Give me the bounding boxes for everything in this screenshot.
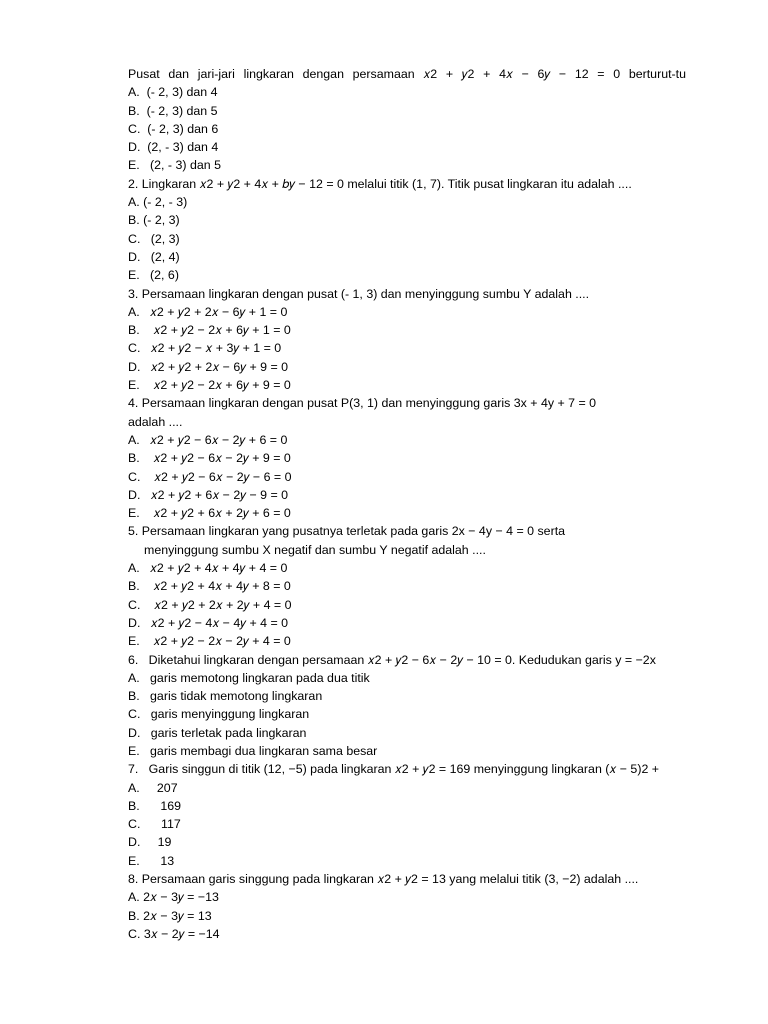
text-line: A. 𝑥2 + 𝑦2 + 4𝑥 + 4𝑦 + 4 = 0 [128, 561, 288, 576]
question-list [128, 65, 686, 943]
text-line: Pusat dan jari-jari lingkaran dengan persamaan 𝑥2 + 𝑦2 + 4𝑥 − 6𝑦 − 12 = 0 berturut-tu [128, 67, 686, 81]
text-line: E. (2, 6) [128, 268, 179, 283]
text-line: menyinggung sumbu X negatif dan sumbu Y negatif adalah .... [144, 542, 486, 557]
text-line: A. 𝑥2 + 𝑦2 − 6𝑥 − 2𝑦 + 6 = 0 [128, 432, 288, 447]
text-line: A. (- 2, 3) dan 4 [128, 85, 218, 100]
text-line: A. 2𝑥 − 3𝑦 = −13 [128, 890, 219, 905]
text-line: B. 2𝑥 − 3𝑦 = 13 [128, 908, 212, 923]
text-line: adalah .... [128, 414, 183, 429]
text-line: D. 𝑥2 + 𝑦2 + 6𝑥 − 2𝑦 − 9 = 0 [128, 487, 289, 502]
text-line: C. 𝑥2 + 𝑦2 − 6𝑥 − 2𝑦 − 6 = 0 [128, 469, 292, 484]
text-line: 4. Persamaan lingkaran dengan pusat P(3, 1) dan menyinggung garis 3x + 4y + 7 = 0 [128, 396, 597, 411]
text-line: D. 𝑥2 + 𝑦2 − 4𝑥 − 4𝑦 + 4 = 0 [128, 615, 289, 630]
text-line: E. 13 [128, 853, 175, 868]
text-line: C. 𝑥2 + 𝑦2 + 2𝑥 + 2𝑦 + 4 = 0 [128, 597, 292, 612]
text-line: C. garis menyinggung lingkaran [128, 707, 310, 722]
text-line: C. (- 2, 3) dan 6 [128, 121, 219, 136]
text-line: E. 𝑥2 + 𝑦2 − 2𝑥 − 2𝑦 + 4 = 0 [128, 634, 291, 649]
text-line: A. 𝑥2 + 𝑦2 + 2𝑥 − 6𝑦 + 1 = 0 [128, 304, 288, 319]
text-line: D. 19 [128, 835, 172, 850]
text-line: E. 𝑥2 + 𝑦2 + 6𝑥 + 2𝑦 + 6 = 0 [128, 506, 291, 521]
text-line: C. 𝑥2 + 𝑦2 − 𝑥 + 3𝑦 + 1 = 0 [128, 341, 282, 356]
text-line: 3. Persamaan lingkaran dengan pusat (- 1, 3) dan menyinggung sumbu Y adalah .... [128, 286, 590, 301]
text-line: A. (- 2, - 3) [128, 195, 188, 210]
text-line: D. (2, - 3) dan 4 [128, 140, 219, 155]
text-line: B. 𝑥2 + 𝑦2 − 6𝑥 − 2𝑦 + 9 = 0 [128, 451, 291, 466]
text-line: 2. Lingkaran 𝑥2 + 𝑦2 + 4𝑥 + 𝑏𝑦 − 12 = 0 melalui titik (1, 7). Titik pusat lingkaran itu adalah .... [128, 176, 632, 191]
text-line: D. (2, 4) [128, 249, 180, 264]
text-line: 8. Persamaan garis singgung pada lingkaran 𝑥2 + 𝑦2 = 13 yang melalui titik (3, −2) adalah .... [128, 872, 639, 887]
text-line: A. garis memotong lingkaran pada dua titik [128, 670, 370, 685]
text-line: B. 169 [128, 798, 182, 813]
text-line: B. 𝑥2 + 𝑦2 − 2𝑥 + 6𝑦 + 1 = 0 [128, 323, 291, 338]
text-line: 6. Diketahui lingkaran dengan persamaan 𝑥2 + 𝑦2 − 6𝑥 − 2𝑦 − 10 = 0. Kedudukan garis y = −2x [128, 652, 656, 667]
text-line: E. (2, - 3) dan 5 [128, 158, 221, 173]
text-line: B. (- 2, 3) dan 5 [128, 103, 218, 118]
text-line: E. 𝑥2 + 𝑦2 − 2𝑥 + 6𝑦 + 9 = 0 [128, 378, 291, 393]
text-line: A. 207 [128, 780, 178, 795]
text-line: C. (2, 3) [128, 231, 180, 246]
text-line: B. (- 2, 3) [128, 213, 180, 228]
text-line: C. 117 [128, 817, 181, 832]
text-line: E. garis membagi dua lingkaran sama besar [128, 743, 378, 758]
text-line: B. garis tidak memotong lingkaran [128, 689, 323, 704]
text-line: D. 𝑥2 + 𝑦2 + 2𝑥 − 6𝑦 + 9 = 0 [128, 359, 289, 374]
text-line: 7. Garis singgun di titik (12, −5) pada lingkaran 𝑥2 + 𝑦2 = 169 menyinggung lingkaran (𝑥 − 5)2 + [128, 762, 660, 777]
text-line: D. garis terletak pada lingkaran [128, 725, 307, 740]
text-line: C. 3𝑥 − 2𝑦 = −14 [128, 926, 220, 941]
text-line: 5. Persamaan lingkaran yang pusatnya terletak pada garis 2x − 4y − 4 = 0 serta [128, 524, 566, 539]
text-line: B. 𝑥2 + 𝑦2 + 4𝑥 + 4𝑦 + 8 = 0 [128, 579, 291, 594]
